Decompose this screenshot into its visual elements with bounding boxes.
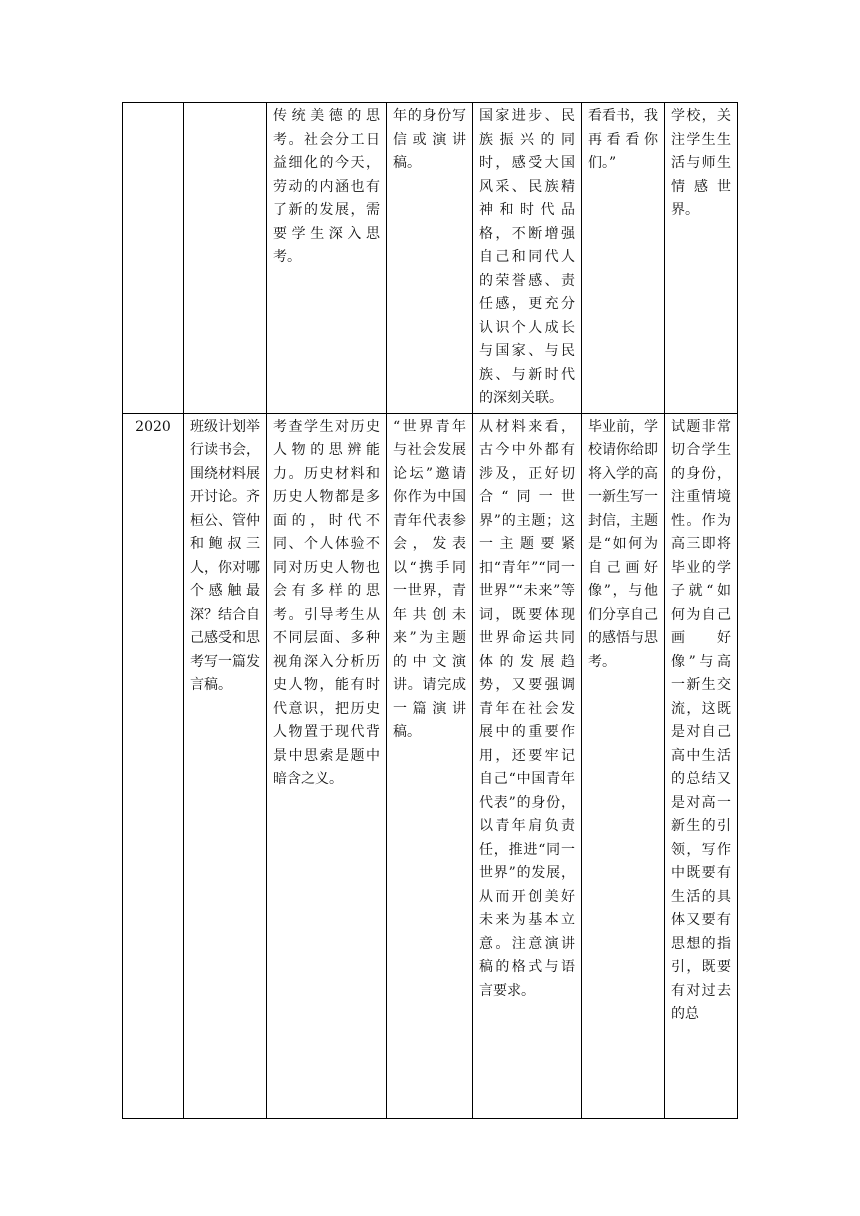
task-cell: 年的身份写信或演讲稿。	[387, 103, 473, 414]
comment-cell: 学校，关注学生生活与师生情感世界。	[665, 103, 738, 414]
guidance-cell: 从材料来看，古今中外都有涉及，正好切合“同一世界”的主题；这一主题要紧扣“青年”“同一世界”“未来”等词，既要体现世界命运共同体的发展趋势，又要强调青年在社会发展中的重要作用，还要牢记自己“中国青年代表”的身份，以青年肩负责任，推进“同一世界”的发展，从而开创美好未来为基本立意。注意演讲稿的格式与语言要求。	[473, 413, 582, 1118]
year-cell	[123, 103, 184, 414]
analysis-cell: 传统美德的思考。社会分工日益细化的今天，劳动的内涵也有了新的发展，需要学生深入思考。	[267, 103, 387, 414]
prompt-cell: 班级计划举行读书会，围绕材料展开讨论。齐桓公、管仲和鲍叔三人，你对哪个感触最深？结合自己感受和思考写一篇发言稿。	[184, 413, 267, 1118]
comment-cell: 试题非常切合学生的身份，注重情境性。作为高三即将毕业的学子就“如何为自己画好像”与高一新生交流，这既是对自己高中生活的总结又是对高一新生的引领，写作中既要有生活的具体又要有思想的指引，既要有对过去的总	[665, 413, 738, 1118]
table-row	[123, 413, 738, 1118]
prompt-cell	[184, 103, 267, 414]
table-row	[123, 103, 738, 414]
sample-cell: 毕业前，学校请你给即将入学的高一新生写一封信，主题是“如何为自己画好像”，与他们分享自己的感悟与思考。	[582, 413, 665, 1118]
guidance-cell: 国家进步、民族振兴的同时，感受大国风采、民族精神和时代品格，不断增强自己和同代人的荣誉感、责任感，更充分认识个人成长与国家、与民族、与新时代的深刻关联。	[473, 103, 582, 414]
analysis-cell: 考查学生对历史人物的思辨能力。历史材料和历史人物都是多面的，时代不同、个人体验不同对历史人物也会有多样的思考。引导考生从不同层面、多种视角深入分析历史人物，能有时代意识，把历史人物置于现代背景中思索是题中暗含之义。	[267, 413, 387, 1118]
task-cell: “世界青年与社会发展论坛”邀请你作为中国青年代表参会，发表以“携手同一世界，青年共创未来”为主题的中文演讲。请完成一篇演讲稿。	[387, 413, 473, 1118]
exam-analysis-table	[122, 102, 738, 1119]
year-cell: 2020	[123, 413, 184, 1118]
sample-cell: 看看书，我再看看你们。”	[582, 103, 665, 414]
